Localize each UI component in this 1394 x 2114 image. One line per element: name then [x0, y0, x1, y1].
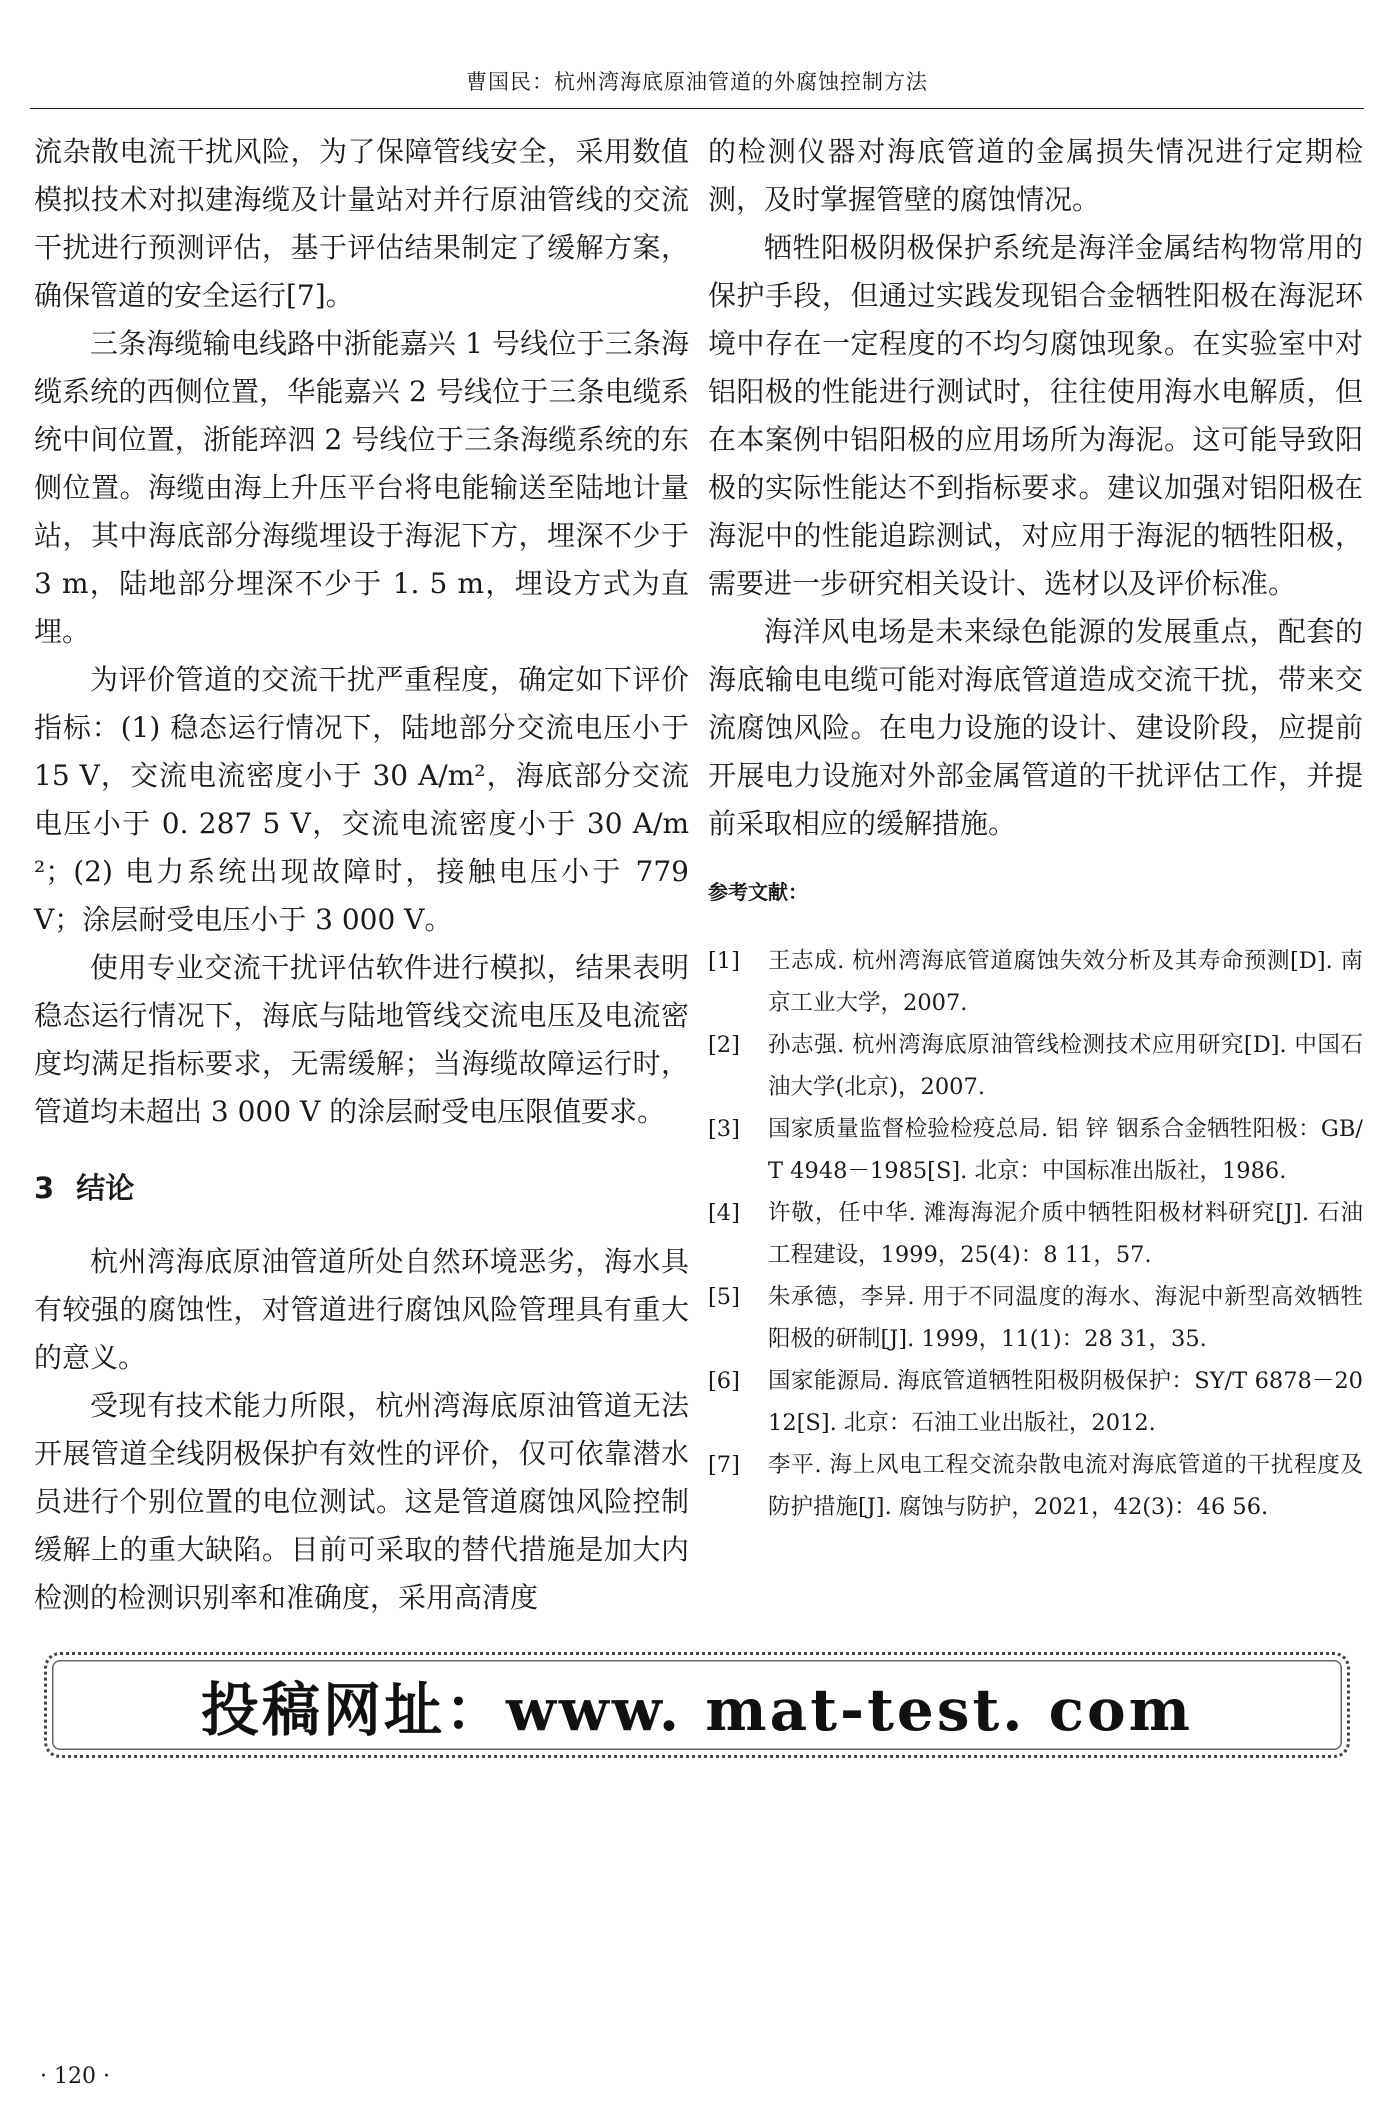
reference-item: [708, 1108, 1363, 1192]
submission-url-text: 投稿网址：www. mat-test. com: [200, 1676, 1194, 1744]
reference-number: [1]: [708, 948, 740, 974]
header-rule: [30, 108, 1364, 109]
reference-text: 孙志强. 杭州湾海底原油管线检测技术应用研究[D]. 中国石油大学(北京)，2007.: [768, 1032, 1363, 1100]
paragraph: 受现有技术能力所限，杭州湾海底原油管道无法开展管道全线阴极保护有效性的评价，仅可依靠潜水员进行个别位置的电位测试。这是管道腐蚀风险控制缓解上的重大缺陷。目前可采取的替代措施是加大内检测的检测识别率和准确度，采用高清度: [34, 1389, 689, 1614]
paragraph: 为评价管道的交流干扰严重程度，确定如下评价指标：(1) 稳态运行情况下，陆地部分交流电压小于 15 V，交流电流密度小于 30 A/m²，海底部分交流电压小于 0. 287 5 V，交流电流密度小于 30 A/m²；(2) 电力系统出现故障时，接触电压小于 779 V；涂层耐受电压小于 3 000 V。: [34, 663, 689, 936]
paragraph: 三条海缆输电线路中浙能嘉兴 1 号线位于三条海缆系统的西侧位置，华能嘉兴 2 号线位于三条电缆系统中间位置，浙能琗泗 2 号线位于三条海缆系统的东侧位置。海缆由海上升压平台将电能输送至陆地计量站，其中海底部分海缆埋设于海泥下方，埋深不少于 3 m，陆地部分埋深不少于 1. 5 m，埋设方式为直埋。: [34, 327, 689, 648]
paragraph: 流杂散电流干扰风险，为了保障管线安全，采用数值模拟技术对拟建海缆及计量站对并行原油管线的交流干扰进行预测评估，基于评估结果制定了缓解方案，确保管道的安全运行[7]。: [34, 135, 689, 312]
paragraph: 牺牲阳极阴极保护系统是海洋金属结构物常用的保护手段，但通过实践发现铝合金牺牲阳极在海泥环境中存在一定程度的不均匀腐蚀现象。在实验室中对铝阳极的性能进行测试时，往往使用海水电解质，但在本案例中铝阳极的应用场所为海泥。这可能导致阳极的实际性能达不到指标要求。建议加强对铝阳极在海泥中的性能追踪测试，对应用于海泥的牺牲阳极，需要进一步研究相关设计、选材以及评价标准。: [708, 231, 1363, 600]
references-title: 参考文献：: [708, 880, 808, 904]
page-number: · 120 ·: [40, 2064, 110, 2089]
section-title: 结论: [76, 1171, 135, 1205]
reference-text: 王志成. 杭州湾海底管道腐蚀失效分析及其寿命预测[D]. 南京工业大学，2007.: [768, 948, 1363, 1016]
reference-number: [6]: [708, 1368, 740, 1394]
reference-item: [708, 1024, 1363, 1108]
left-column: [34, 128, 689, 1622]
reference-number: [7]: [708, 1452, 740, 1478]
reference-item: [708, 1276, 1363, 1360]
paragraph: 海洋风电场是未来绿色能源的发展重点，配套的海底输电电缆可能对海底管道造成交流干扰，带来交流腐蚀风险。在电力设施的设计、建设阶段，应提前开展电力设施对外部金属管道的干扰评估工作，并提前采取相应的缓解措施。: [708, 615, 1363, 840]
reference-item: [708, 1444, 1363, 1528]
paragraph: 杭州湾海底原油管道所处自然环境恶劣，海水具有较强的腐蚀性，对管道进行腐蚀风险管理具有重大的意义。: [34, 1245, 689, 1374]
reference-list: [708, 940, 1363, 1528]
reference-text: 国家能源局. 海底管道牺牲阳极阴极保护：SY/T 6878－2012[S]. 北京：石油工业出版社，2012.: [768, 1368, 1363, 1436]
reference-item: [708, 1192, 1363, 1276]
submission-banner: [44, 1652, 1350, 1758]
running-header: 曹国民：杭州湾海底原油管道的外腐蚀控制方法: [466, 70, 928, 94]
reference-item: [708, 940, 1363, 1024]
section-heading: [34, 1164, 689, 1212]
reference-text: 国家质量监督检验检疫总局. 铝 锌 铟系合金牺牲阳极：GB/T 4948－1985[S]. 北京：中国标准出版社，1986.: [768, 1116, 1363, 1184]
reference-number: [2]: [708, 1032, 740, 1058]
paragraph: 的检测仪器对海底管道的金属损失情况进行定期检测，及时掌握管壁的腐蚀情况。: [708, 135, 1363, 216]
reference-text: 许敬，任中华. 滩海海泥介质中牺牲阳极材料研究[J]. 石油工程建设，1999，25(4)：8 11，57.: [768, 1200, 1363, 1268]
reference-item: [708, 1360, 1363, 1444]
section-number: 3: [34, 1171, 55, 1205]
right-column: [708, 128, 1363, 1528]
reference-text: 李平. 海上风电工程交流杂散电流对海底管道的干扰程度及防护措施[J]. 腐蚀与防护，2021，42(3)：46 56.: [768, 1452, 1363, 1520]
paragraph: 使用专业交流干扰评估软件进行模拟，结果表明稳态运行情况下，海底与陆地管线交流电压及电流密度均满足指标要求，无需缓解；当海缆故障运行时，管道均未超出 3 000 V 的涂层耐受电压限值要求。: [34, 951, 689, 1128]
reference-number: [3]: [708, 1116, 740, 1142]
reference-text: 朱承德，李异. 用于不同温度的海水、海泥中新型高效牺牲阳极的研制[J]. 1999，11(1)：28 31，35.: [768, 1284, 1363, 1352]
reference-number: [5]: [708, 1284, 740, 1310]
reference-number: [4]: [708, 1200, 740, 1226]
